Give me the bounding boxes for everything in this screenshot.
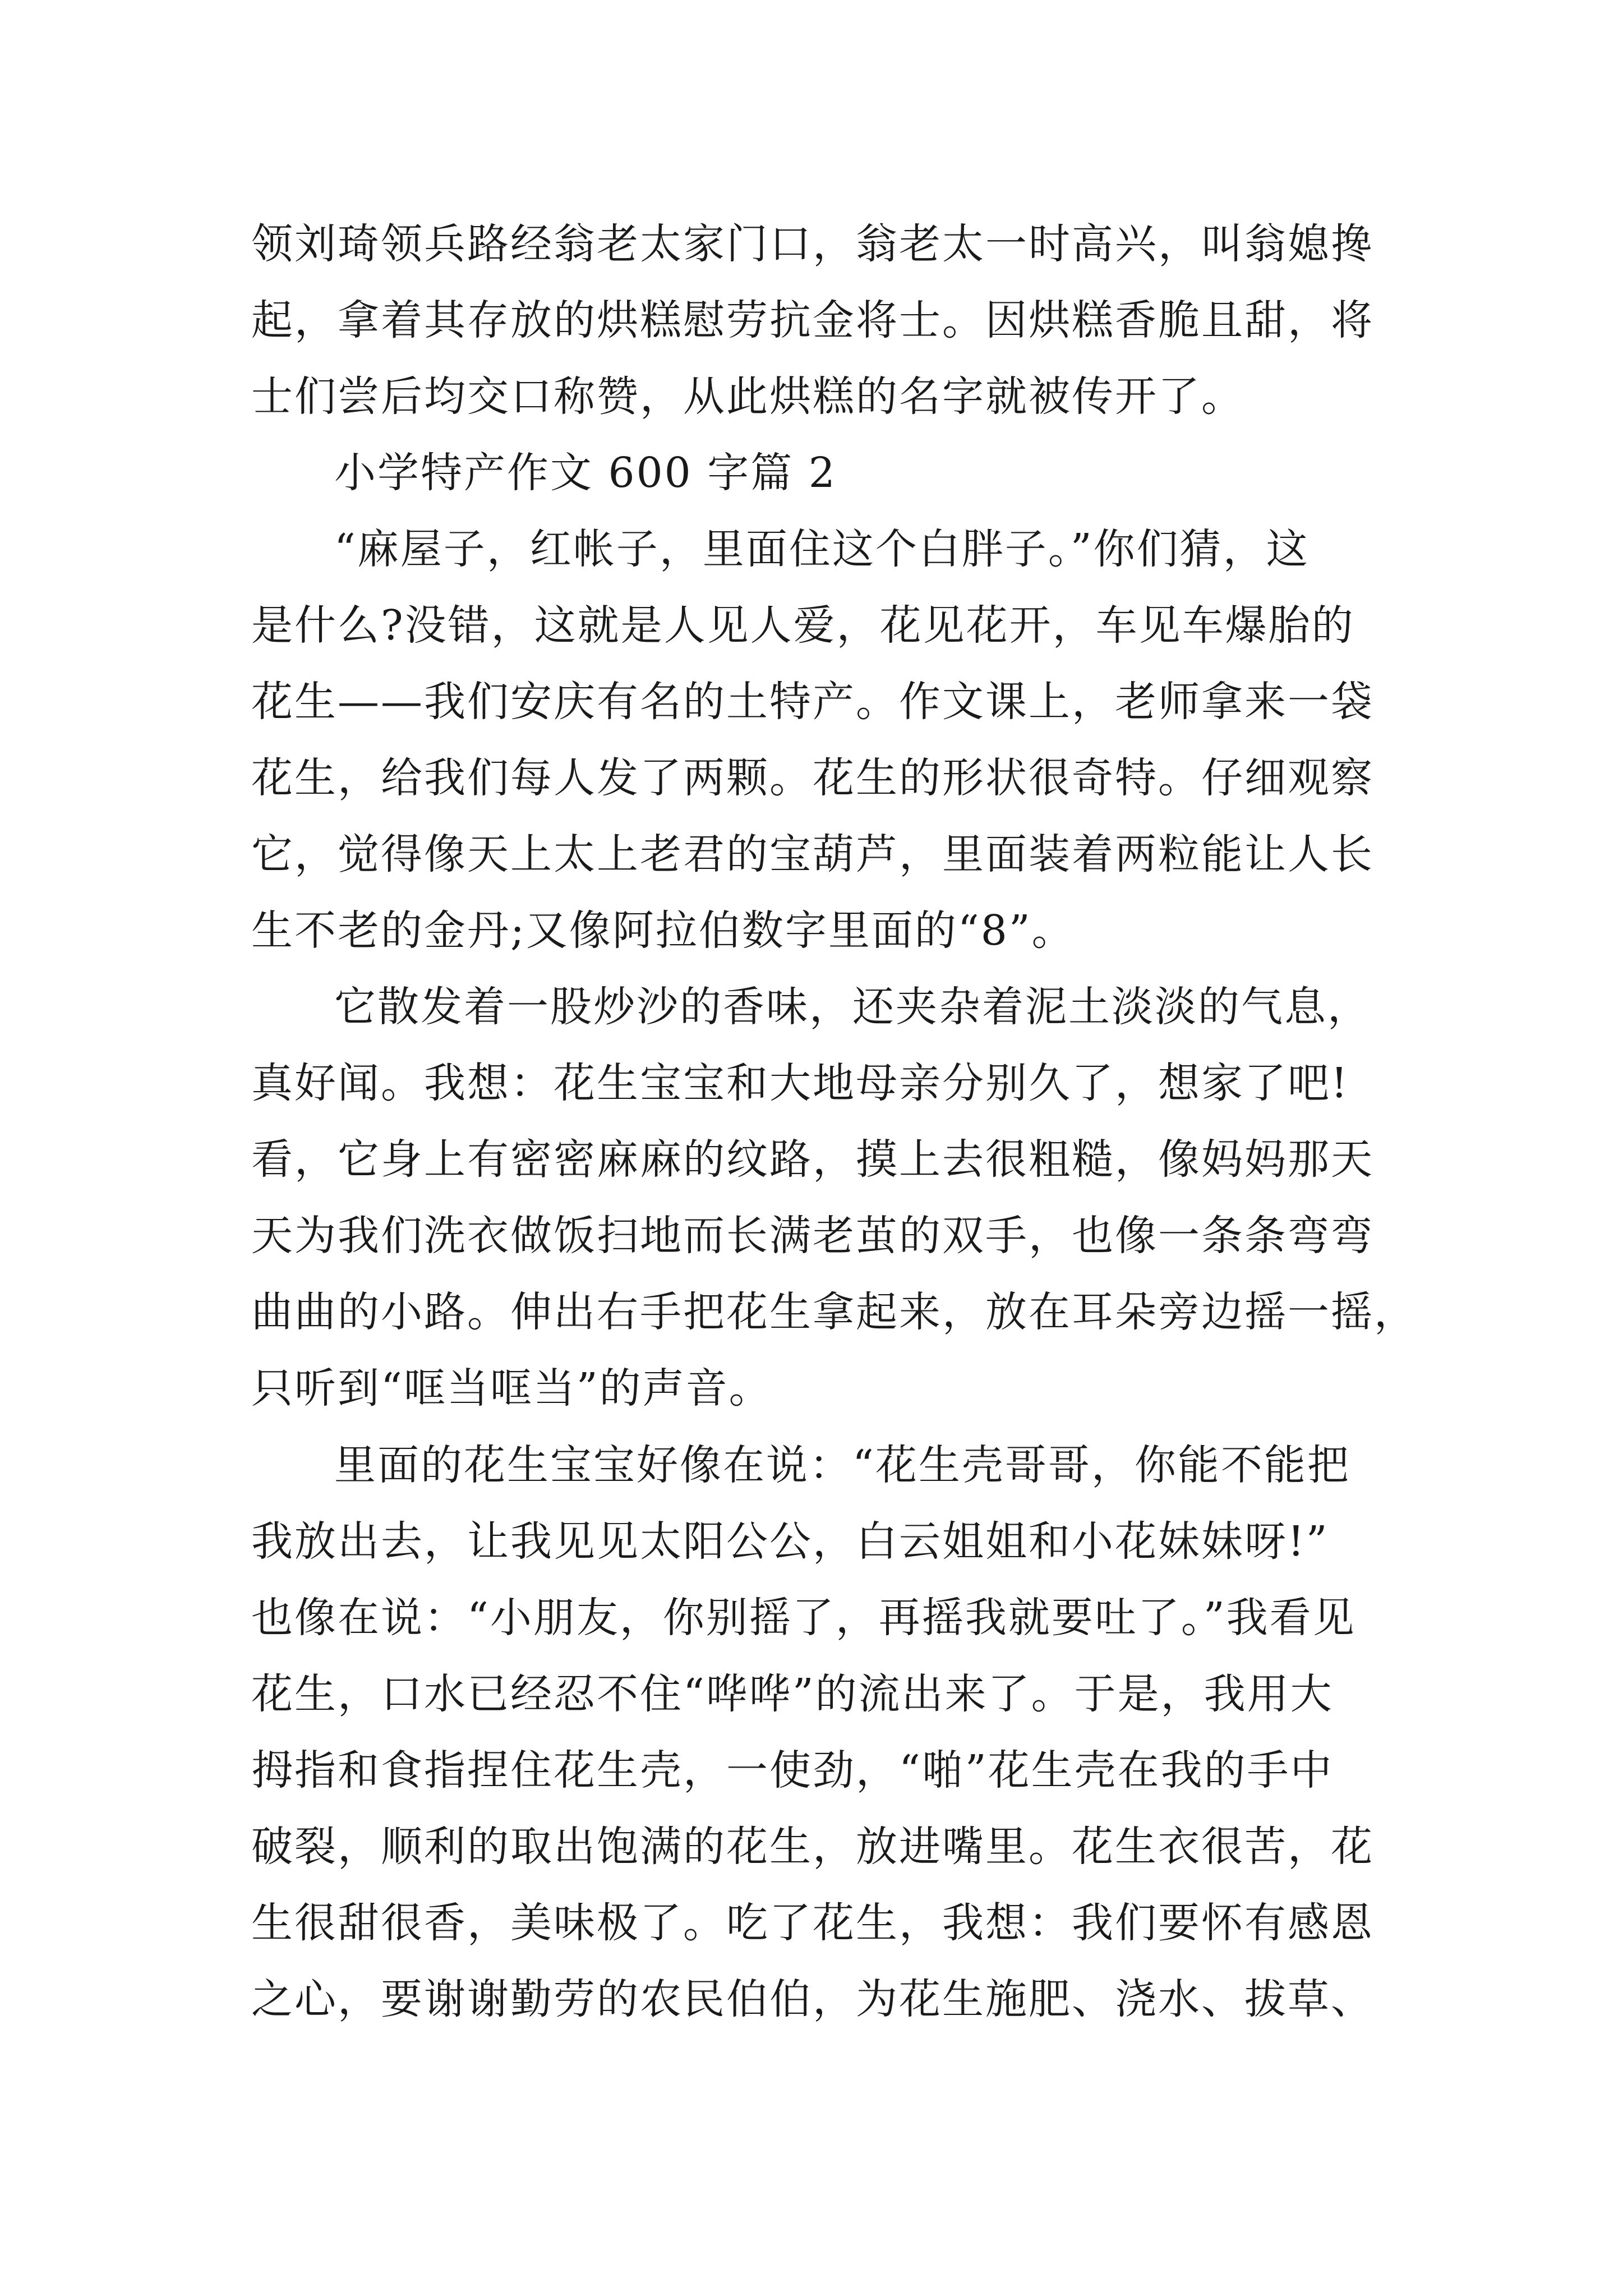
text-line: “麻屋子，红帐子，里面住这个白胖子。”你们猜，这	[334, 525, 1310, 573]
text-line: 它，觉得像天上太上老君的宝葫芦，里面装着两粒能让人长	[251, 830, 1374, 878]
text-line: 领刘琦领兵路经翁老太家门口，翁老太一时高兴，叫翁媳搀	[251, 220, 1374, 268]
text-line: 拇指和食指捏住花生壳，一使劲，“啪”花生壳在我的手中	[251, 1746, 1334, 1795]
text-line: 真好闻。我想：花生宝宝和大地母亲分别久了，想家了吧!	[251, 1059, 1349, 1107]
section-heading: 小学特产作文 600 字篇 2	[334, 449, 837, 497]
text-line: 我放出去，让我见见太阳公公，白云姐姐和小花妹妹呀!”	[251, 1517, 1329, 1566]
text-line: 曲曲的小路。伸出右手把花生拿起来，放在耳朵旁边摇一摇，	[251, 1288, 1417, 1336]
text-line: 是什么?没错，这就是人见人爱，花见花开，车见车爆胎的	[251, 601, 1355, 650]
text-line: 士们尝后均交口称赞，从此烘糕的名字就被传开了。	[251, 372, 1244, 421]
text-line: 生不老的金丹;又像阿拉伯数字里面的“8”。	[251, 907, 1075, 955]
text-line: 花生——我们安庆有名的土特产。作文课上，老师拿来一袋	[251, 678, 1374, 726]
text-line: 花生，口水已经忍不住“哗哗”的流出来了。于是，我用大	[251, 1670, 1334, 1718]
text-line: 花生，给我们每人发了两颗。花生的形状很奇特。仔细观察	[251, 754, 1374, 802]
text-line: 之心，要谢谢勤劳的农民伯伯，为花生施肥、浇水、拔草、	[251, 1975, 1374, 2023]
text-line: 起，拿着其存放的烘糕慰劳抗金将士。因烘糕香脆且甜，将	[251, 296, 1374, 344]
text-line: 天为我们洗衣做饭扫地而长满老茧的双手，也像一条条弯弯	[251, 1212, 1374, 1260]
text-line: 只听到“哐当哐当”的声音。	[251, 1364, 772, 1412]
text-line: 破裂，顺利的取出饱满的花生，放进嘴里。花生衣很苦，花	[251, 1823, 1374, 1871]
text-line: 也像在说：“小朋友，你别摇了，再摇我就要吐了。”我看见	[251, 1594, 1356, 1642]
text-line: 看，它身上有密密麻麻的纹路，摸上去很粗糙，像妈妈那天	[251, 1135, 1374, 1184]
text-line: 里面的花生宝宝好像在说：“花生壳哥哥，你能不能把	[334, 1441, 1350, 1489]
text-line: 生很甜很香，美味极了。吃了花生，我想：我们要怀有感恩	[251, 1899, 1374, 1947]
text-line: 它散发着一股炒沙的香味，还夹杂着泥土淡淡的气息，	[334, 983, 1371, 1031]
